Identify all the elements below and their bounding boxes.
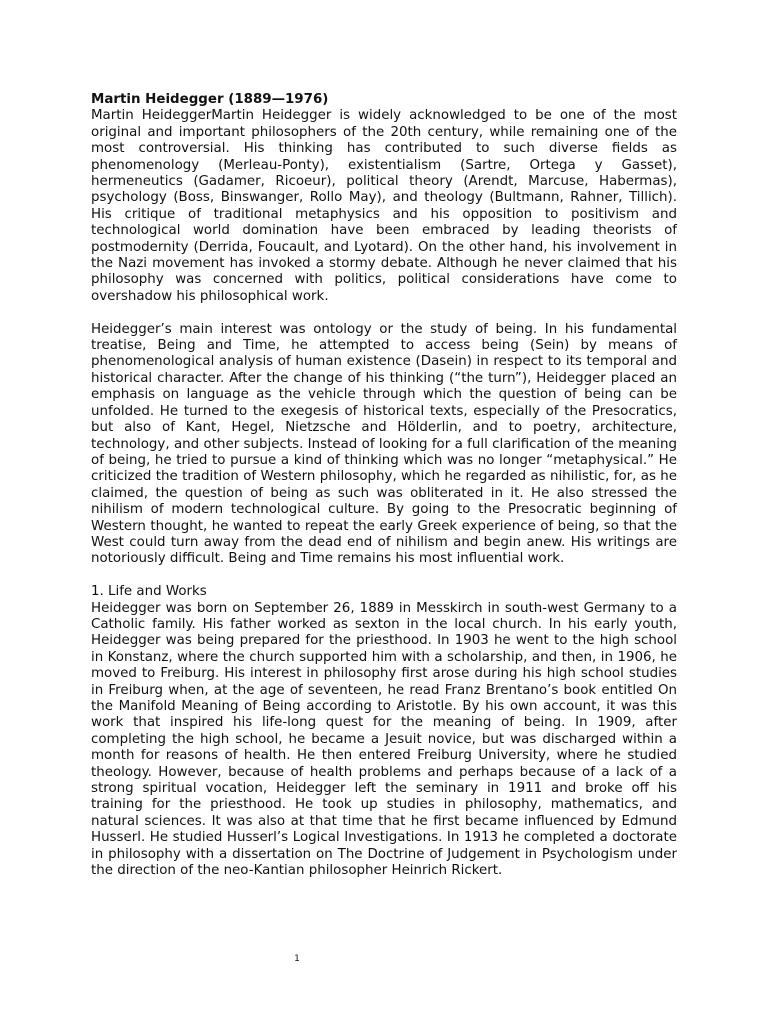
document-page <box>91 92 677 879</box>
document-title: Martin Heidegger (1889—1976) <box>91 92 329 107</box>
section-heading-life-and-works: 1. Life and Works <box>91 584 207 600</box>
paragraph-ontology: Heidegger’s main interest was ontology or the study of being. In his fundamental treatise, Being and Time, he attempted to access being (Sein) by means of phenomenological analysis of human existence (Dasein) in respect to its temporal and historical character. After the change of his thinking (“the turn”), Heidegger placed an emphasis on language as the vehicle through which the question of being can be unfolded. He turned to the exegesis of historical texts, especially of the Presocratics, but also of Kant, Hegel, Nietzsche and Hölderlin, and to poetry, architecture, technology, and other subjects. Instead of looking for a full clarification of the meaning of being, he tried to pursue a kind of thinking which was no longer “metaphysical.” He criticized the tradition of Western philosophy, which he regarded as nihilistic, for, as he claimed, the question of being as such was obliterated in it. He also stressed the nihilism of modern technological culture. By going to the Presocratic beginning of Western thought, he wanted to repeat the early Greek experience of being, so that the West could turn away from the dead end of nihilism and begin anew. His writings are notoriously difficult. Being and Time remains his most influential work. <box>91 321 677 567</box>
page-number: 1 <box>294 954 300 964</box>
paragraph-introduction: Martin HeideggerMartin Heidegger is widely acknowledged to be one of the most original and important philosophers of the 20th century, while remaining one of the most controversial. His thinking has contributed to such diverse fields as phenomenology (Merleau-Ponty), existentialism (Sartre, Ortega y Gasset), hermeneutics (Gadamer, Ricoeur), political theory (Arendt, Marcuse, Habermas), psychology (Boss, Binswanger, Rollo May), and theology (Bultmann, Rahner, Tillich). His critique of traditional metaphysics and his opposition to positivism and technological world domination have been embraced by leading theorists of postmodernity (Derrida, Foucault, and Lyotard). On the other hand, his involvement in the Nazi movement has invoked a stormy debate. Although he never claimed that his philosophy was concerned with politics, political considerations have come to overshadow his philosophical work. <box>91 108 677 304</box>
paragraph-life-and-works: Heidegger was born on September 26, 1889 in Messkirch in south-west Germany to a Catholic family. His father worked as sexton in the local church. In his early youth, Heidegger was being prepared for the priesthood. In 1903 he went to the high school in Konstanz, where the church supported him with a scholarship, and then, in 1906, he moved to Freiburg. His interest in philosophy first arose during his high school studies in Freiburg when, at the age of seventeen, he read Franz Brentano’s book entitled On the Manifold Meaning of Being according to Aristotle. By his own account, it was this work that inspired his life-long quest for the meaning of being. In 1909, after completing the high school, he became a Jesuit novice, but was discharged within a month for reasons of health. He then entered Freiburg University, where he studied theology. However, because of health problems and perhaps because of a lack of a strong spiritual vocation, Heidegger left the seminary in 1911 and broke off his training for the priesthood. He took up studies in philosophy, mathematics, and natural sciences. It was also at that time that he first became influenced by Edmund Husserl. He studied Husserl’s Logical Investigations. In 1913 he completed a doctorate in philosophy with a dissertation on The Doctrine of Judgement in Psychologism under the direction of the neo-Kantian philosopher Heinrich Rickert. <box>91 600 677 879</box>
